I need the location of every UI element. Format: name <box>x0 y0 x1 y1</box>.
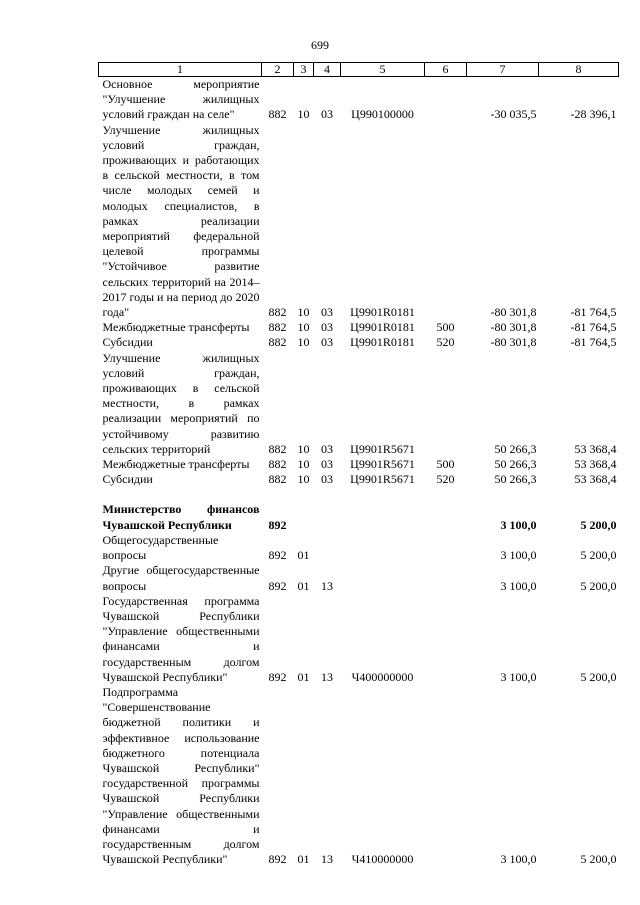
row-section: 01 <box>297 548 310 563</box>
row-amount-2: 5 200,0 <box>580 669 617 684</box>
row-amount-1: -80 301,8 <box>490 335 537 350</box>
row-adm: 882 <box>268 441 287 456</box>
row-expense-type <box>425 123 467 321</box>
row-target-article: Ц9901R0181 <box>350 320 415 335</box>
row-adm: 882 <box>268 472 287 487</box>
table-row <box>99 77 619 123</box>
row-section: 10 <box>297 457 310 472</box>
row-section: 01 <box>297 578 310 593</box>
row-amount-1: -80 301,8 <box>490 305 537 320</box>
row-name: Межбюджетные трансферты <box>102 320 250 335</box>
row-adm: 882 <box>268 335 287 350</box>
row-amount-2: 5 200,0 <box>580 548 617 563</box>
table-row <box>99 472 619 487</box>
table-row <box>99 457 619 472</box>
row-name: Основное мероприятие "Улучшение жилищных условий граждан на селе" <box>102 77 260 122</box>
row-name: Другие общегосударственные вопросы <box>102 563 260 593</box>
row-expense-type <box>425 502 467 532</box>
row-section: 01 <box>297 852 310 867</box>
row-amount-1: 3 100,0 <box>500 517 537 532</box>
budget-table <box>98 62 619 867</box>
row-section: 01 <box>297 669 310 684</box>
table-row <box>99 533 619 563</box>
row-name: Улучшение жилищных условий граждан, проживающих и работающих в сельской местности, в том числе молодых семей и молодых специалистов, в рамках реализации мероприятий федеральной целевой программы "Устойчивое развитие сельских территорий на 2014–2017 годы и на период до 2020 года" <box>102 122 260 320</box>
row-section: 10 <box>297 441 310 456</box>
row-expense-type: 500 <box>436 320 455 335</box>
row-amount-1: 3 100,0 <box>500 852 537 867</box>
row-amount-1: 50 266,3 <box>494 472 537 487</box>
row-adm: 882 <box>268 107 287 122</box>
row-section: 10 <box>297 107 310 122</box>
row-amount-2: 53 368,4 <box>574 472 617 487</box>
row-target-article <box>341 502 425 532</box>
row-expense-type <box>425 77 467 123</box>
row-subsection: 03 <box>321 441 333 456</box>
row-expense-type <box>425 533 467 563</box>
row-subsection <box>314 502 341 532</box>
row-expense-type <box>425 351 467 457</box>
row-target-article: Ц9901R0181 <box>350 335 415 350</box>
row-amount-2: 5 200,0 <box>580 578 617 593</box>
row-section: 10 <box>297 335 310 350</box>
row-section: 10 <box>297 320 310 335</box>
row-target-article: Ц990100000 <box>351 107 414 122</box>
row-section <box>294 502 314 532</box>
row-subsection: 03 <box>321 305 333 320</box>
row-expense-type <box>425 685 467 867</box>
row-amount-1: 3 100,0 <box>500 669 537 684</box>
row-amount-1: -30 035,5 <box>490 107 537 122</box>
spacer-row <box>99 487 619 502</box>
row-subsection: 03 <box>321 320 333 335</box>
row-amount-2: -81 764,5 <box>570 335 617 350</box>
row-expense-type: 520 <box>436 335 455 350</box>
row-adm: 882 <box>268 320 287 335</box>
row-amount-1: -80 301,8 <box>490 320 537 335</box>
row-expense-type: 500 <box>436 457 455 472</box>
row-adm: 882 <box>268 457 287 472</box>
row-target-article: Ч400000000 <box>351 669 414 684</box>
row-target-article <box>341 533 425 563</box>
row-amount-1: 3 100,0 <box>500 548 537 563</box>
row-adm: 882 <box>268 305 287 320</box>
row-adm: 892 <box>268 517 287 532</box>
column-header: 2 <box>262 63 294 77</box>
row-amount-2: 5 200,0 <box>580 517 617 532</box>
row-target-article: Ц9901R5671 <box>350 457 415 472</box>
row-amount-2: -81 764,5 <box>570 320 617 335</box>
row-section: 10 <box>297 305 310 320</box>
row-expense-type <box>425 563 467 593</box>
row-name: Министерство финансов Чувашской Республики <box>102 502 260 532</box>
row-amount-2: 5 200,0 <box>580 852 617 867</box>
row-adm: 892 <box>268 548 287 563</box>
table-row <box>99 335 619 350</box>
row-subsection: 13 <box>321 852 333 867</box>
row-name: Государственная программа Чувашской Республики "Управление общественными финансами и государственным долгом Чувашской Республики" <box>102 593 260 684</box>
row-amount-2: -28 396,1 <box>570 107 617 122</box>
row-name: Межбюджетные трансферты <box>102 457 250 472</box>
table-row <box>99 320 619 335</box>
column-header: 7 <box>467 63 539 77</box>
table-row <box>99 594 619 685</box>
column-header: 1 <box>99 63 262 77</box>
row-target-article: Ч410000000 <box>351 852 414 867</box>
row-subsection: 13 <box>321 669 333 684</box>
column-header: 5 <box>341 63 425 77</box>
page-number: 699 <box>311 38 329 52</box>
row-amount-2: 53 368,4 <box>574 457 617 472</box>
row-amount-2: 53 368,4 <box>574 441 617 456</box>
row-target-article <box>341 563 425 593</box>
row-subsection: 13 <box>321 578 333 593</box>
row-subsection: 03 <box>321 457 333 472</box>
table-row <box>99 351 619 457</box>
row-expense-type <box>425 594 467 685</box>
row-subsection <box>314 533 341 563</box>
row-target-article: Ц9901R5671 <box>350 472 415 487</box>
row-name: Улучшение жилищных условий граждан, проживающих в сельской местности, в рамках реализации мероприятий по устойчивому развитию сельских территорий <box>102 350 260 456</box>
table-header-row <box>99 63 619 77</box>
row-amount-1: 3 100,0 <box>500 578 537 593</box>
column-header: 3 <box>294 63 314 77</box>
row-name: Общегосударственные вопросы <box>102 532 219 563</box>
row-amount-1: 50 266,3 <box>494 441 537 456</box>
row-subsection: 03 <box>321 472 333 487</box>
row-adm: 892 <box>268 669 287 684</box>
row-subsection: 03 <box>321 107 333 122</box>
row-name: Субсидии <box>102 472 153 487</box>
row-target-article: Ц9901R5671 <box>350 441 415 456</box>
spacer-cell <box>99 487 619 502</box>
row-amount-1: 50 266,3 <box>494 457 537 472</box>
row-expense-type: 520 <box>436 472 455 487</box>
table-row <box>99 685 619 867</box>
table-row <box>99 123 619 321</box>
column-header: 4 <box>314 63 341 77</box>
table-row <box>99 563 619 593</box>
column-header: 8 <box>539 63 619 77</box>
row-subsection: 03 <box>321 335 333 350</box>
row-amount-2: -81 764,5 <box>570 305 617 320</box>
row-target-article: Ц9901R0181 <box>350 305 415 320</box>
row-section: 10 <box>297 472 310 487</box>
table-row <box>99 502 619 532</box>
row-adm: 892 <box>268 852 287 867</box>
column-header: 6 <box>425 63 467 77</box>
row-adm: 892 <box>268 578 287 593</box>
row-name: Подпрограмма "Совершенствование бюджетной политики и эффективное использование бюджетного потенциала Чувашской Республики" государственной программы Чувашской Республики "Управление общественными финансами и государственным долгом Чувашской Республики" <box>102 684 260 867</box>
row-name: Субсидии <box>102 335 153 350</box>
